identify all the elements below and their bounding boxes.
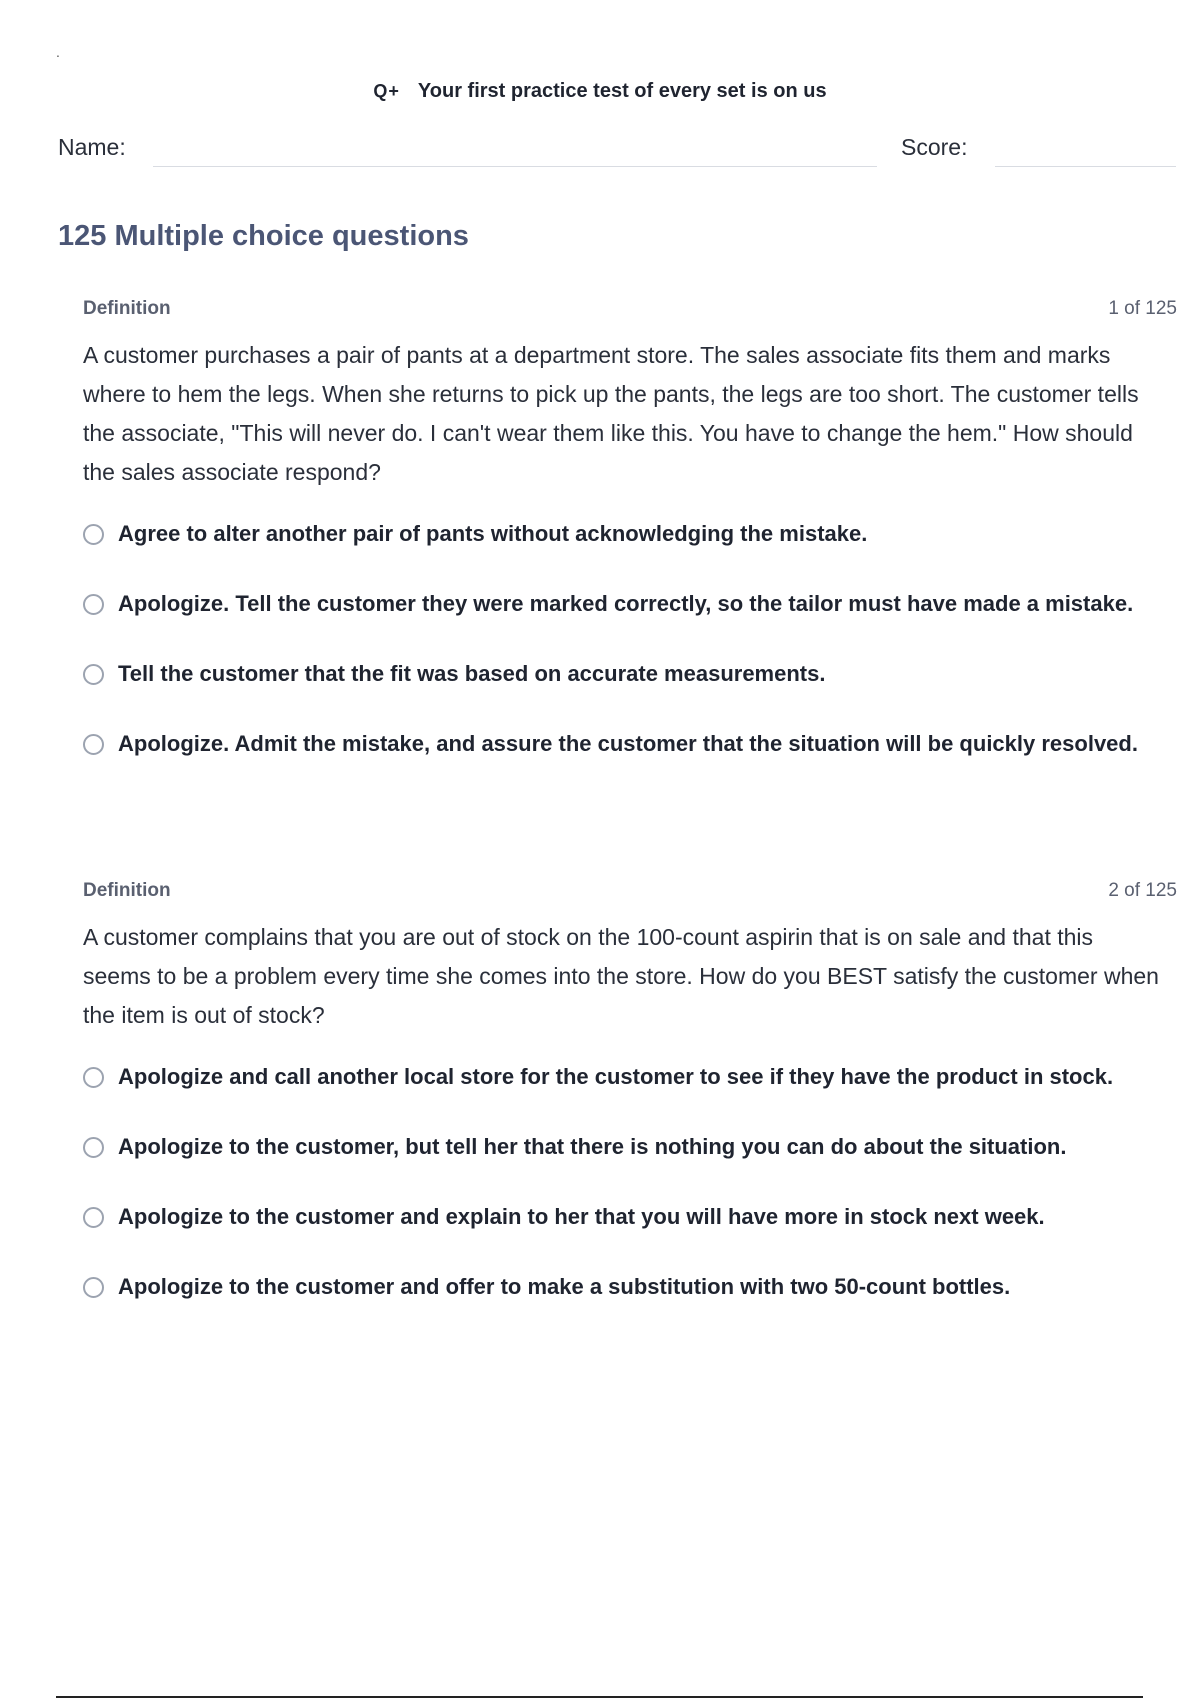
answer-option[interactable] — [83, 586, 1177, 622]
answer-option[interactable] — [83, 1129, 1177, 1165]
name-score-row — [58, 132, 1176, 172]
radio-button-icon[interactable] — [83, 664, 104, 685]
question-text: A customer complains that you are out of stock on the 100-count aspirin that is on sale and that this seems to be a problem every time she comes into the store. How do you BEST satisfy the customer when the item is out of stock? — [83, 924, 1159, 1028]
radio-button-icon[interactable] — [83, 1277, 104, 1298]
question-text: A customer purchases a pair of pants at a department store. The sales associate fits them and marks where to hem the legs. When she returns to pick up the pants, the legs are too short. The customer tells the associate, "This will never do. I can't wear them like this. You have to change the hem." How should the sales associate respond? — [83, 342, 1139, 485]
promo-banner — [0, 80, 1200, 103]
radio-button-icon[interactable] — [83, 734, 104, 755]
question-1 — [83, 298, 1177, 796]
question-type: Definition — [83, 880, 171, 901]
question-header — [83, 298, 1177, 326]
bottom-divider — [56, 1696, 1143, 1698]
radio-button-icon[interactable] — [83, 1207, 104, 1228]
radio-button-icon[interactable] — [83, 1137, 104, 1158]
question-count: 2 of 125 — [1108, 880, 1177, 901]
question-2 — [83, 880, 1177, 1339]
question-header — [83, 880, 1177, 908]
radio-button-icon[interactable] — [83, 524, 104, 545]
radio-button-icon[interactable] — [83, 1067, 104, 1088]
radio-button-icon[interactable] — [83, 594, 104, 615]
name-label: Name: — [58, 134, 126, 160]
answer-option-text: Apologize and call another local store for the customer to see if they have the product in stock. — [118, 1064, 1114, 1089]
question-type: Definition — [83, 298, 171, 319]
answer-option-text: Tell the customer that the fit was based on accurate measurements. — [118, 661, 826, 686]
answer-option-text: Agree to alter another pair of pants without acknowledging the mistake. — [118, 521, 868, 546]
answer-option[interactable] — [83, 1059, 1177, 1095]
answer-option[interactable] — [83, 1269, 1177, 1305]
answer-option[interactable] — [83, 656, 1177, 692]
quizlet-plus-icon: Q+ — [373, 81, 400, 101]
question-count: 1 of 125 — [1108, 298, 1177, 319]
answer-options — [83, 1059, 1177, 1305]
answer-option-text: Apologize. Admit the mistake, and assure the customer that the situation will be quickly resolved. — [118, 731, 1138, 756]
score-label: Score: — [901, 134, 968, 160]
name-field-line[interactable] — [153, 166, 877, 167]
promo-text: Your first practice test of every set is on us — [417, 80, 827, 102]
answer-option[interactable] — [83, 726, 1177, 762]
stray-dot: . — [56, 44, 60, 60]
answer-option-text: Apologize to the customer and offer to make a substitution with two 50-count bottles. — [118, 1274, 1011, 1299]
score-field-line[interactable] — [995, 166, 1176, 167]
answer-option[interactable] — [83, 1199, 1177, 1235]
answer-option-text: Apologize. Tell the customer they were marked correctly, so the tailor must have made a mistake. — [118, 591, 1134, 616]
section-title: 125 Multiple choice questions — [58, 220, 469, 252]
answer-option[interactable] — [83, 516, 1177, 552]
answer-options — [83, 516, 1177, 762]
answer-option-text: Apologize to the customer and explain to her that you will have more in stock next week. — [118, 1204, 1045, 1229]
answer-option-text: Apologize to the customer, but tell her that there is nothing you can do about the situation. — [118, 1134, 1067, 1159]
